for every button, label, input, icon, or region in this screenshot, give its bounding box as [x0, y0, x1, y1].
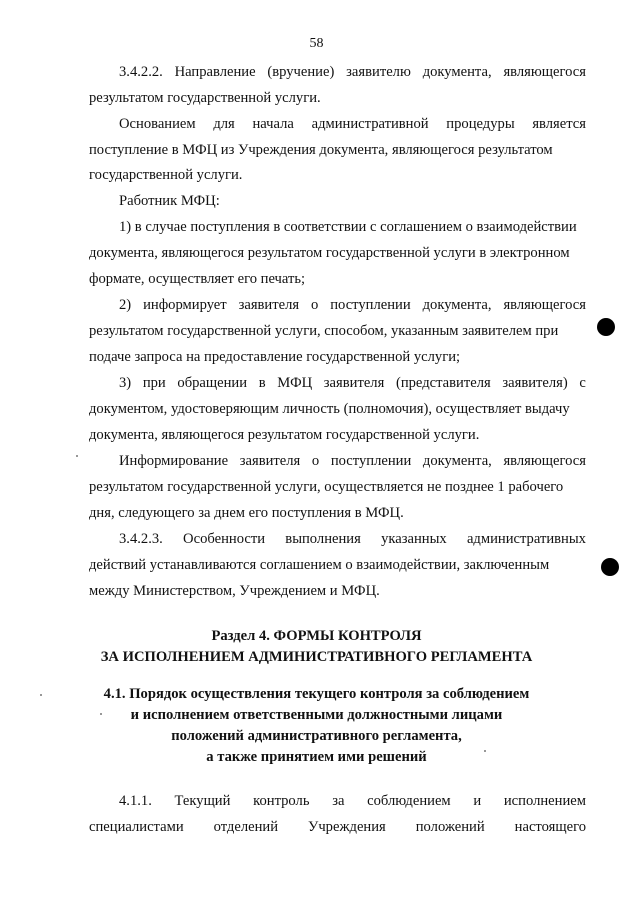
paragraph-line	[119, 374, 586, 392]
word: процедуры	[446, 116, 515, 132]
word: исполнением	[503, 793, 586, 809]
section-heading: Раздел 4. ФОРМЫ КОНТРОЛЯ	[211, 628, 422, 644]
word: являющегося	[503, 297, 586, 313]
scan-speck	[40, 694, 42, 696]
word: о	[311, 453, 320, 469]
word: Учреждения	[308, 819, 386, 835]
word: 4.1.1.	[119, 793, 152, 809]
section-heading: ЗА ИСПОЛНЕНИЕМ АДМИНИСТРАТИВНОГО РЕГЛАМЕНТА	[100, 649, 533, 665]
word: при	[142, 375, 166, 391]
word: административной	[311, 116, 429, 132]
word: административных	[466, 531, 586, 547]
paragraph-line	[119, 63, 586, 81]
scan-speck	[76, 455, 78, 457]
word: в	[258, 375, 266, 391]
paragraph-line: между Министерством, Учреждением и МФЦ.	[89, 583, 380, 599]
word: Направление	[174, 64, 256, 80]
word: Особенности	[183, 531, 266, 547]
word: обращении	[177, 375, 248, 391]
word: Основанием	[119, 116, 196, 132]
paragraph-line	[119, 296, 586, 314]
word: заявителя	[323, 375, 385, 391]
paragraph-line: подаче запроса на предоставление государственной услуги;	[89, 349, 461, 365]
word: МФЦ	[277, 375, 313, 391]
paragraph-line: результатом государственной услуги, осуществляется не позднее 1 рабочего	[89, 479, 564, 495]
word: положений	[415, 819, 485, 835]
word: (вручение)	[267, 64, 335, 80]
scan-speck	[484, 750, 486, 752]
word: настоящего	[514, 819, 586, 835]
word: информирует	[143, 297, 227, 313]
paragraph-line: результатом государственной услуги, способом, указанным заявителем при	[89, 323, 559, 339]
word: заявителю	[346, 64, 411, 80]
word: контроль	[253, 793, 310, 809]
word: поступлении	[330, 297, 411, 313]
paragraph-line: поступление в МФЦ из Учреждения документа, являющегося результатом	[89, 142, 553, 158]
word: являющегося	[503, 64, 586, 80]
word: являющегося	[503, 453, 586, 469]
scan-speck	[100, 713, 102, 715]
punch-hole-mark	[597, 318, 615, 336]
word: с	[579, 375, 586, 391]
paragraph-line: формате, осуществляет его печать;	[89, 271, 306, 287]
paragraph-line	[89, 818, 586, 836]
word: 3)	[119, 375, 132, 391]
word: Текущий	[174, 793, 231, 809]
word: поступлении	[330, 453, 412, 469]
word: документа,	[422, 453, 492, 469]
word: указанных	[381, 531, 447, 547]
page-number: 58	[309, 36, 324, 51]
word: 3.4.2.3.	[119, 531, 163, 547]
paragraph-line	[119, 530, 586, 548]
paragraph-line: государственной услуги.	[89, 167, 243, 183]
word: является	[532, 116, 586, 132]
paragraph-line: Работник МФЦ:	[119, 193, 220, 209]
word: за	[332, 793, 345, 809]
word: заявителя)	[502, 375, 568, 391]
word: 2)	[119, 297, 132, 313]
word: выполнения	[285, 531, 361, 547]
word: заявителя	[238, 297, 300, 313]
paragraph-line: документа, являющегося результатом государственной услуги в электронном	[89, 245, 570, 261]
word: соблюдением	[367, 793, 451, 809]
subsection-heading: а также принятием ими решений	[206, 749, 427, 765]
paragraph-line: документом, удостоверяющим личность (полномочия), осуществляет выдачу	[89, 401, 570, 417]
paragraph-line	[119, 452, 586, 470]
word: специалистами	[89, 819, 184, 835]
word: (представителя	[395, 375, 491, 391]
paragraph-line: дня, следующего за днем его поступления в МФЦ.	[89, 505, 404, 521]
subsection-heading: и исполнением ответственными должностными лицами	[130, 707, 503, 723]
word: Информирование	[119, 453, 229, 469]
paragraph-line: действий устанавливаются соглашением о взаимодействии, заключенным	[89, 557, 550, 573]
word: отделений	[213, 819, 279, 835]
paragraph-line	[119, 792, 586, 810]
word: о	[311, 297, 319, 313]
paragraph-line: результатом государственной услуги.	[89, 90, 321, 106]
word: и	[473, 793, 482, 809]
paragraph-line	[119, 115, 586, 133]
word: для	[213, 116, 235, 132]
word: заявителя	[239, 453, 301, 469]
word: 3.4.2.2.	[119, 64, 163, 80]
word: начала	[252, 116, 294, 132]
punch-hole-mark	[601, 558, 619, 576]
paragraph-line: документа, являющегося результатом государственной услуги.	[89, 427, 480, 443]
paragraph-line: 1) в случае поступления в соответствии с соглашением о взаимодействии	[119, 219, 577, 235]
subsection-heading: 4.1. Порядок осуществления текущего контроля за соблюдением	[103, 686, 530, 702]
subsection-heading: положений административного регламента,	[171, 728, 462, 744]
word: документа,	[422, 64, 492, 80]
word: документа,	[422, 297, 492, 313]
